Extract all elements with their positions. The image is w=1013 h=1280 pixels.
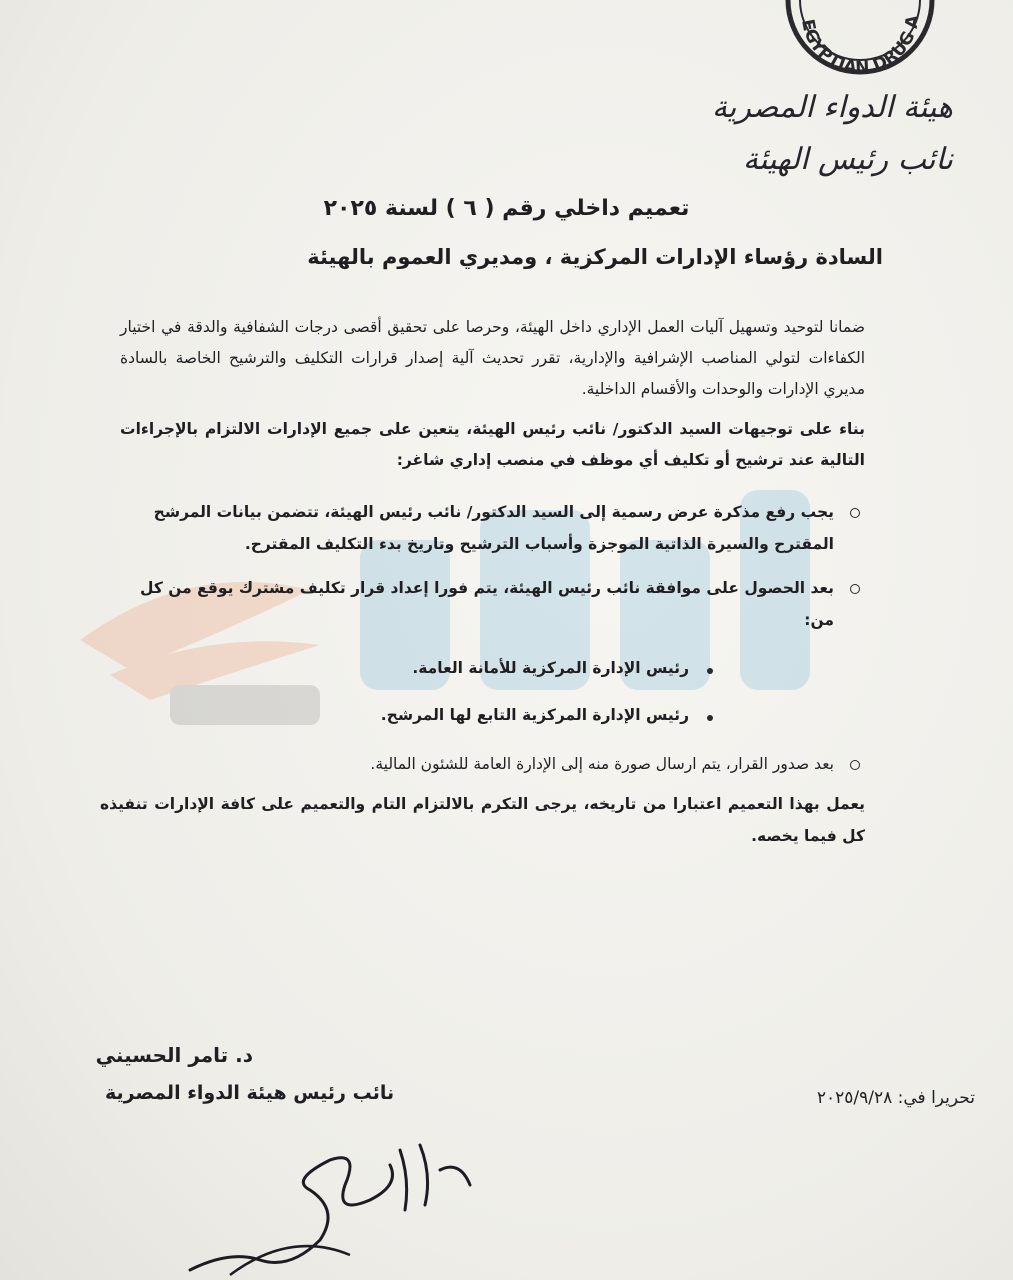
sub-list-item-text: رئيس الإدارة المركزية للأمانة العامة. — [412, 659, 689, 677]
procedure-list — [120, 496, 860, 648]
recipients-line: السادة رؤساء الإدارات المركزية ، ومديري العموم بالهيئة — [307, 245, 883, 269]
circle-bullet-icon — [850, 584, 860, 594]
dot-bullet-icon — [707, 668, 713, 674]
sub-list-item — [381, 706, 713, 724]
circle-bullet-icon — [850, 760, 860, 770]
dot-bullet-icon — [707, 715, 713, 721]
list-item — [120, 748, 860, 780]
closing-paragraph: يعمل بهذا التعميم اعتبارا من تاريخه، يرجى التكرم بالالتزام التام والتعميم على كافة الإدارات تنفيذه كل فيما يخصه. — [100, 795, 865, 845]
procedure-list-continued — [120, 748, 860, 792]
authority-seal-logo — [780, 0, 940, 75]
intro-paragraph: ضمانا لتوحيد وتسهيل آليات العمل الإداري داخل الهيئة، وحرصا على تحقيق أقصى درجات الشفافية والدقة في اختيار الكفاءات لتولي المناصب الإشرافية والإدارية، تقرر تحديث آلية إصدار قرارات التكليف والترشيح الخاصة بالسادة مديري الإدارات والوحدات والأقسام الداخلية. — [120, 318, 865, 398]
issue-date: تحريرا في: ٢٠٢٥/٩/٢٨ — [816, 1088, 975, 1108]
circle-bullet-icon — [850, 508, 860, 518]
header-authority-name: هيئة الدواء المصرية — [711, 90, 953, 125]
sub-list-item-text: رئيس الإدارة المركزية التابع لها المرشح. — [380, 706, 689, 724]
signatory-name: د. تامر الحسيني — [95, 1043, 253, 1067]
directive-paragraph: بناء على توجيهات السيد الدكتور/ نائب رئيس الهيئة، يتعين على جميع الإدارات الالتزام بالإجراءات التالية عند ترشيح أو تكليف أي موظف في منصب إداري شاغر: — [120, 420, 865, 469]
list-item — [120, 496, 860, 560]
list-item-text: بعد صدور القرار، يتم ارسال صورة منه إلى الإدارة العامة للشئون المالية. — [370, 755, 834, 773]
svg-text:EGYPTIAN DRUG AUTHORITY: EGYPTIAN DRUG A — [797, 14, 924, 75]
document-title: تعميم داخلي رقم ( ٦ ) لسنة ٢٠٢٥ — [323, 196, 690, 221]
list-item-text: يجب رفع مذكرة عرض رسمية إلى السيد الدكتور/ نائب رئيس الهيئة، تتضمن بيانات المرشح المقترح والسيرة الذاتية الموجزة وأسباب الترشيح وتاريخ بدء التكليف المقترح. — [153, 503, 834, 553]
list-item — [120, 572, 860, 636]
signatory-title: نائب رئيس هيئة الدواء المصرية — [105, 1082, 395, 1104]
sub-list-item — [412, 659, 713, 677]
header-office-name: نائب رئيس الهيئة — [743, 142, 953, 177]
list-item-text: بعد الحصول على موافقة نائب رئيس الهيئة، يتم فورا إعداد قرار تكليف مشترك يوقع من كل من: — [139, 579, 834, 629]
handwritten-signature — [170, 1130, 480, 1280]
